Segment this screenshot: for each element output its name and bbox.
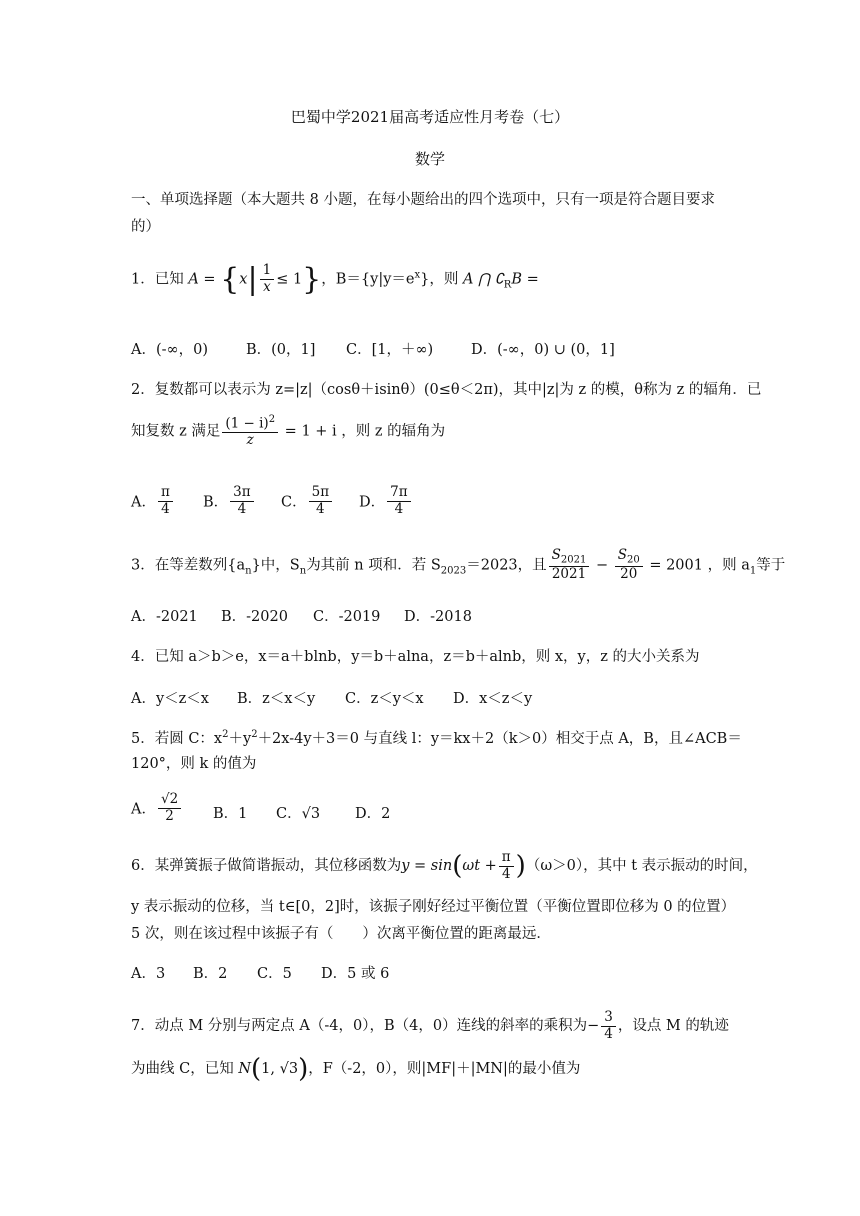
question-7-line2: 为曲线 C，已知 N(1, √3)，F（-2，0），则|MF|＋|MN|的最小值为 (131, 1054, 581, 1084)
q5-option-c: C．√3 (276, 806, 321, 822)
question-4: 4．已知 a＞b＞e，x＝a＋blnb，y＝b＋alna，z＝b＋alnb，则 x，y，z 的大小关系为 (131, 649, 700, 665)
q6-option-b: B．2 (193, 966, 228, 982)
q1-option-d: D．(-∞，0) ∪ (0，1] (471, 342, 615, 358)
q3-option-b: B．-2020 (221, 609, 288, 625)
question-2-line2: 知复数 z 满足 $\frac{(1 - i)^2}{z}$ = 1 + i ，则 z 的辐角为 (131, 414, 446, 449)
question-6-line1: 6．某弹簧振子做简谐振动，其位移函数为y = sin(ωt + $\frac{\pi}{4}$ )（ω＞0），其中 t 表示振动的时间， (131, 849, 758, 882)
exam-title: 巴蜀中学2021届高考适应性月考卷（七） (290, 108, 570, 126)
question-5-line2: 120°，则 k 的值为 (131, 756, 257, 772)
question-5-line1: 5．若圆 C：$x^2+y^2+2x-4y+3=0$ 与直线 l：y＝kx＋2（k＞0）相交于点 A，B，且∠ACB＝ (131, 729, 742, 747)
question-1: 1．已知 A = {x| $\frac{1}{x}$ ≤ 1}，$B=\{y|y=e^x\}$，则 A ⋂ $∁_RB$ = (131, 262, 539, 297)
q1-option-b: B．(0，1] (246, 342, 316, 358)
q6-option-c: C．5 (257, 966, 292, 982)
q2-fraction: $\frac{(1 - i)^2}{z}$ (222, 414, 278, 449)
q5-option-b: B．1 (213, 806, 248, 822)
section-heading-line2: 的） (131, 219, 160, 235)
q2-option-c: C． $\frac{5\pi}{4}$ (281, 485, 334, 517)
q6-fraction: $\frac{\pi}{4}$ (499, 850, 514, 882)
q4-option-b: B．z＜x＜y (237, 691, 316, 707)
section-heading-line1: 一、单项选择题（本大题共 8 小题，在每小题给出的四个选项中，只有一项是符合题目要求 (131, 192, 715, 208)
q3-fraction-1: $\frac{S_{2021}}{2021}$ (549, 548, 590, 583)
question-3: 3．在等差数列$\{a_n\}$中，$S_n$为其前 n 项和．若 $S_{2023}=2023$，且 $\frac{S_{2021}}{2021}$ − $\frac{S_{20}}{20}$ = 2001 ，则 $a_1$等于 (131, 547, 786, 583)
question-6-line3: 5 次，则在该过程中该振子有（ ）次离平衡位置的距离最远． (131, 926, 551, 942)
q4-option-a: A．y＜z＜x (131, 691, 209, 707)
q3-option-d: D．-2018 (404, 609, 472, 625)
question-6-line2: y 表示振动的位移，当 t∈[0，2]时，该振子刚好经过平衡位置（平衡位置即位移为 0 的位置） (131, 899, 736, 915)
q6-option-a: A．3 (131, 966, 166, 982)
q6-option-d: D．5 或 6 (321, 966, 390, 982)
q1-option-c: C．[1，＋∞) (346, 342, 434, 358)
q1-fraction: $\frac{1}{x}$ (260, 263, 275, 295)
q3-option-a: A．-2021 (131, 609, 198, 625)
q5-option-a: A． $\frac{√2}{2}$ (131, 792, 183, 824)
subject-title: 数学 (414, 150, 445, 168)
question-7-line1: 7．动点 M 分别与两定点 A（-4，0），B（4，0）连线的斜率的乘积为− $\frac{3}{4}$ ，设点 M 的轨迹 (131, 1009, 729, 1042)
q2-option-d: D． $\frac{7\pi}{4}$ (359, 485, 413, 517)
q7-fraction: $\frac{3}{4}$ (601, 1010, 616, 1042)
question-2-line1: 2．复数都可以表示为 z=|z|（cosθ＋isinθ）(0≤θ＜2π)，其中|z|为 z 的模，θ称为 z 的辐角．已 (131, 382, 762, 398)
q1-option-a: A．(-∞，0) (131, 342, 208, 358)
q3-fraction-2: $\frac{S_{20}}{20}$ (615, 548, 643, 583)
q4-option-c: C．z＜y＜x (345, 691, 424, 707)
q3-option-c: C．-2019 (313, 609, 381, 625)
q4-option-d: D．x＜z＜y (453, 691, 533, 707)
q5-option-d: D．2 (355, 806, 391, 822)
q2-option-b: B． $\frac{3\pi}{4}$ (203, 485, 256, 517)
q2-option-a: A． $\frac{\pi}{4}$ (131, 485, 175, 517)
